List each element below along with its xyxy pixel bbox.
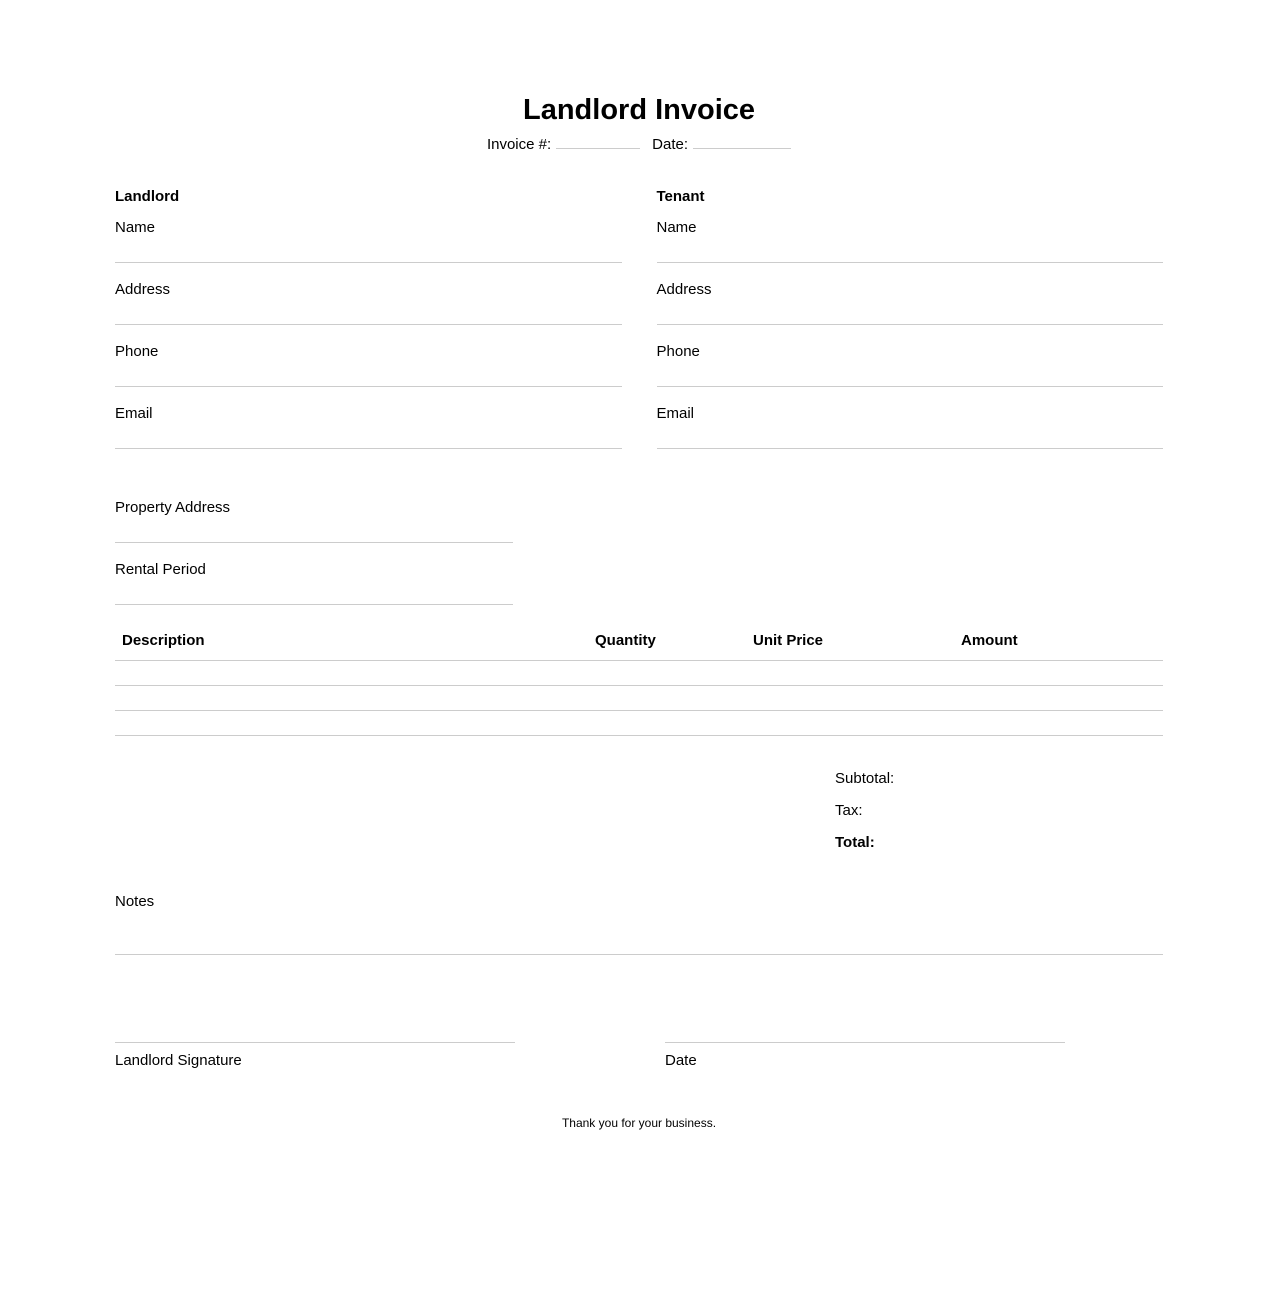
- column-header-unit-price: Unit Price: [753, 632, 824, 649]
- invoice-meta-row: [0, 136, 1278, 153]
- tenant-phone-field: [657, 343, 1164, 387]
- invoice-body: [115, 188, 1163, 1130]
- invoice-date-blank-line: [693, 136, 791, 149]
- field-label: Email: [115, 405, 153, 422]
- tenant-address-field: [657, 281, 1164, 325]
- total-value: [883, 834, 943, 851]
- landlord-address-field: [115, 281, 622, 325]
- column-header-description: Description: [122, 632, 205, 649]
- landlord-signature-block: [115, 1042, 515, 1069]
- column-header-amount: Amount: [961, 632, 1018, 649]
- parties-section: [115, 188, 1163, 467]
- rental-period-blank-line: [115, 578, 513, 605]
- subtotal-row: [835, 770, 1163, 787]
- property-address-field: [115, 499, 513, 543]
- field-label: Email: [656, 405, 695, 422]
- tenant-email-field: [657, 405, 1164, 449]
- tax-value: [871, 802, 931, 819]
- invoice-date-label: Date:: [652, 136, 689, 153]
- table-row: [115, 661, 1163, 686]
- subtotal-label: Subtotal:: [835, 770, 895, 787]
- invoice-number-blank-line: [556, 136, 640, 149]
- signature-section: [115, 1042, 1163, 1069]
- total-row: [835, 834, 1163, 851]
- landlord-signature-line: [115, 1042, 515, 1043]
- field-label: Name: [115, 219, 156, 236]
- tenant-name-field: [657, 219, 1164, 263]
- landlord-email-field: [115, 405, 622, 449]
- property-section: [115, 499, 1163, 605]
- field-label: Property Address: [115, 499, 231, 516]
- property-address-blank-line: [115, 516, 513, 543]
- tenant-section: [657, 188, 1164, 467]
- line-items-table: [115, 632, 1163, 736]
- page-title: Landlord Invoice: [522, 94, 756, 126]
- field-label: Phone: [656, 343, 700, 360]
- table-row: [115, 711, 1163, 736]
- field-label: Name: [656, 219, 697, 236]
- landlord-phone-blank-line: [115, 360, 622, 387]
- tax-row: [835, 802, 1163, 819]
- field-label: Phone: [115, 343, 159, 360]
- field-label: Address: [656, 281, 712, 298]
- landlord-name-blank-line: [115, 236, 622, 263]
- notes-blank-area: [115, 910, 1163, 955]
- notes-label: Notes: [115, 893, 155, 910]
- tenant-address-blank-line: [657, 298, 1164, 325]
- total-label: Total:: [835, 834, 875, 851]
- landlord-phone-field: [115, 343, 622, 387]
- tax-label: Tax:: [835, 802, 863, 819]
- table-header-row: [115, 632, 1163, 661]
- signature-date-block: [665, 1042, 1065, 1069]
- signature-date-label: Date: [665, 1052, 697, 1069]
- totals-section: [835, 770, 1163, 851]
- notes-section: [115, 893, 1163, 955]
- column-header-quantity: Quantity: [595, 632, 656, 649]
- landlord-section: [115, 188, 622, 467]
- tenant-phone-blank-line: [657, 360, 1164, 387]
- landlord-name-field: [115, 219, 622, 263]
- landlord-signature-label: Landlord Signature: [115, 1052, 242, 1069]
- footer-message: Thank you for your business.: [561, 1116, 717, 1130]
- field-label: Rental Period: [115, 561, 206, 578]
- tenant-heading: Tenant: [656, 188, 705, 205]
- tenant-email-blank-line: [657, 422, 1164, 449]
- invoice-number-label: Invoice #:: [486, 136, 552, 153]
- landlord-email-blank-line: [115, 422, 622, 449]
- signature-date-line: [665, 1042, 1065, 1043]
- rental-period-field: [115, 561, 513, 605]
- table-row: [115, 686, 1163, 711]
- landlord-heading: Landlord: [115, 188, 180, 205]
- field-label: Address: [115, 281, 171, 298]
- subtotal-value: [902, 770, 962, 787]
- tenant-name-blank-line: [657, 236, 1164, 263]
- landlord-address-blank-line: [115, 298, 622, 325]
